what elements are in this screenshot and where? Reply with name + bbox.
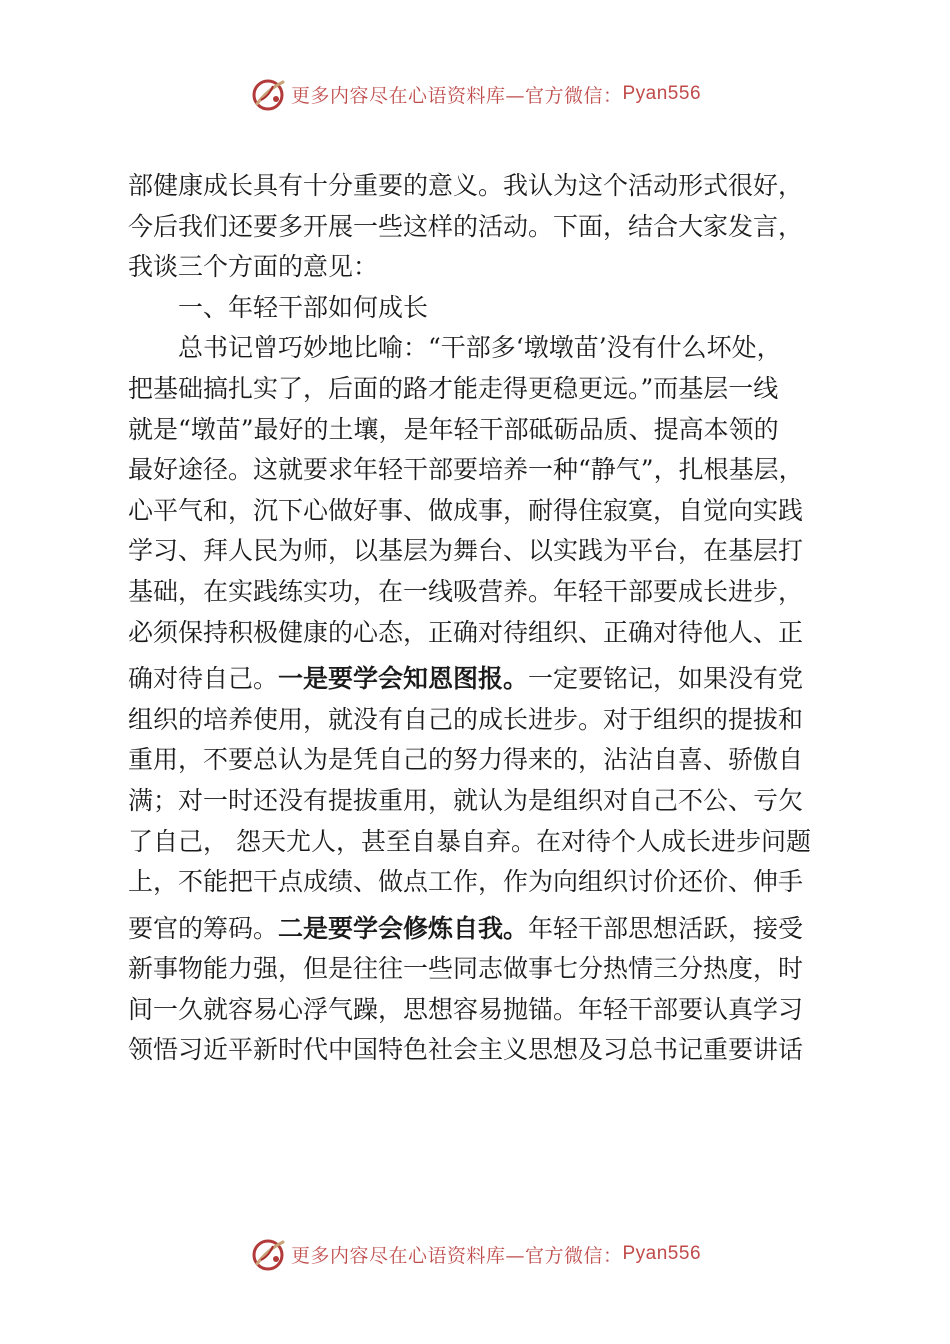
text-line: 基础，在实践练实功，在一线吸营养。年轻干部要成长进步，: [128, 576, 804, 606]
text-line: 部健康成长具有十分重要的意义。我认为这个活动形式很好，: [128, 171, 804, 200]
text-line: 就是“墩苗”最好的土壤，是年轻干部砥砺品质、提高本领的: [128, 414, 779, 444]
text-line-point-1: [128, 659, 828, 700]
point-2-title: 二是要学会修炼自我。: [278, 913, 529, 943]
text-line: 学习、拜人民为师，以基层为舞台、以实践为平台，在基层打: [128, 536, 804, 566]
section-heading: 一、年轻干部如何成长: [178, 292, 429, 322]
document-body: [128, 166, 828, 1071]
text-line: 把基础搞扎实了，后面的路才能走得更稳更远。”而基层一线: [128, 373, 779, 403]
text-line: 间一久就容易心浮气躁，思想容易抛锚。年轻干部要认真学习: [128, 994, 804, 1024]
text-line: 我谈三个方面的意见：: [128, 252, 379, 282]
text-line: 上，不能把干点成绩、做点工作，作为向组织讨价还价、伸手: [128, 867, 804, 897]
header-wechat-id: Pyan556: [622, 83, 702, 104]
text-line: 必须保持积极健康的心态，正确对待组织、正确对待他人、正: [128, 617, 804, 647]
text-line: 心平气和，沉下心做好事、做成事，耐得住寂寞，自觉向实践: [128, 495, 804, 525]
footer-brand-text: 更多内容尽在心语资料库—官方微信：: [290, 1244, 623, 1267]
text-line-point-2: [128, 909, 828, 950]
text-line: 重用，不要总认为是凭自己的努力得来的，沾沾自喜、骄傲自: [128, 745, 804, 775]
text-line: 组织的培养使用，就没有自己的成长进步。对于组织的提拔和: [128, 704, 804, 734]
text-line: 满；对一时还没有提拔重用，就认为是组织对自己不公、亏欠: [128, 785, 804, 815]
point-2-tail: 年轻干部思想活跃，接受: [528, 913, 804, 943]
point-1-lead: 确对待自己。: [128, 664, 279, 694]
footer-wechat-id: Pyan556: [622, 1243, 702, 1264]
header-brand-text: 更多内容尽在心语资料库—官方微信：: [290, 84, 623, 107]
brand-logo-icon: [249, 1234, 289, 1274]
header-banner: [0, 72, 950, 116]
text-line: 新事物能力强，但是往往一些同志做事七分热情三分热度，时: [128, 954, 804, 984]
text-line: 领悟习近平新时代中国特色社会主义思想及习总书记重要讲话: [128, 1035, 804, 1065]
point-2-lead: 要官的筹码。: [128, 913, 279, 943]
text-line: 最好途径。这就要求年轻干部要培养一种“静气”，扎根基层，: [128, 455, 804, 485]
text-line: 了自己， 怨天尤人，甚至自暴自弃。在对待个人成长进步问题: [128, 826, 811, 856]
footer-banner: [0, 1232, 950, 1276]
brand-logo-icon: [249, 74, 289, 114]
point-1-tail: 一定要铭记，如果没有党: [528, 664, 804, 694]
point-1-title: 一是要学会知恩图报。: [278, 664, 529, 694]
text-line: 总书记曾巧妙地比喻：“干部多‘墩墩苗’没有什么坏处，: [178, 333, 782, 363]
text-line: 今后我们还要多开展一些这样的活动。下面，结合大家发言，: [128, 211, 804, 241]
